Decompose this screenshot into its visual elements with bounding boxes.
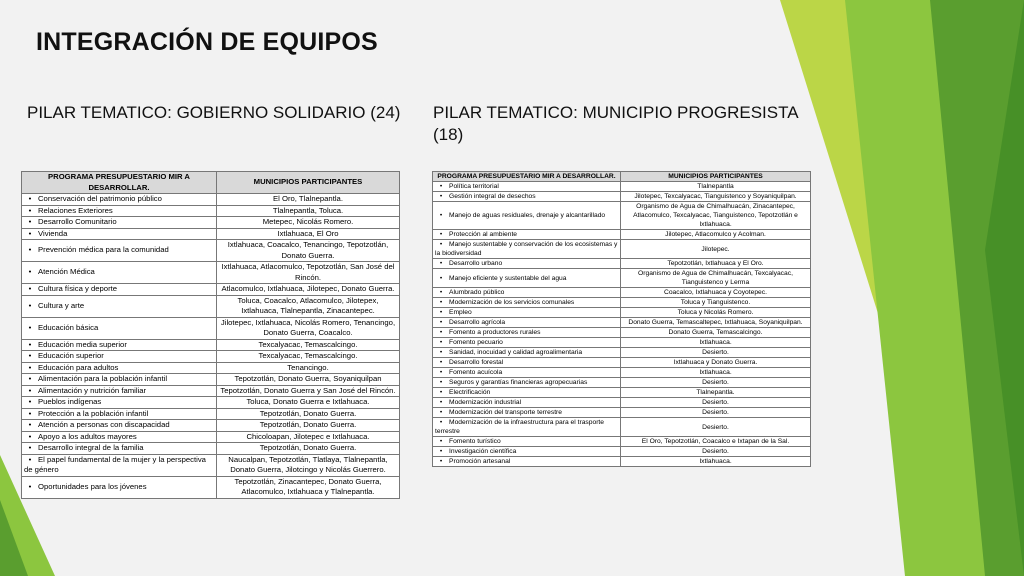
table-row (433, 338, 811, 348)
municipios-cell: Tepotzotlán, Donato Guerra. (217, 420, 400, 432)
programa-cell: • Promoción artesanal (433, 457, 621, 467)
municipios-cell: Tepotzotlán, Ixtlahuaca y El Oro. (621, 259, 811, 269)
municipios-cell: El Oro, Tlalnepantla. (217, 194, 400, 206)
column-header-municipios: MUNICIPIOS PARTICIPANTES (621, 172, 811, 182)
table-row (22, 205, 400, 217)
programa-cell: • Cultura y arte (22, 295, 217, 317)
programa-cell: • Educación superior (22, 351, 217, 363)
municipios-cell: Metepec, Nicolás Romero. (217, 217, 400, 229)
municipios-cell: Ixtlahuaca. (621, 368, 811, 378)
programa-cell: • Protección al ambiente (433, 230, 621, 240)
municipios-cell: Tepotzotlán, Donato Guerra. (217, 408, 400, 420)
table-row (433, 288, 811, 298)
programa-cell: • Modernización industrial (433, 398, 621, 408)
table-row (433, 240, 811, 259)
municipios-cell: Tepotzotlán, Donato Guerra. (217, 443, 400, 455)
programa-cell: • Fomento turístico (433, 437, 621, 447)
table-row (22, 262, 400, 284)
table-row (433, 202, 811, 230)
table-row (22, 295, 400, 317)
table-row (433, 408, 811, 418)
table-row (22, 408, 400, 420)
programa-cell: • El papel fundamental de la mujer y la perspectiva de género (22, 454, 217, 476)
programa-cell: • Fomento acuícola (433, 368, 621, 378)
municipios-cell: Ixtlahuaca, Coacalco, Tenancingo, Tepotzotlán, Donato Guerra. (217, 240, 400, 262)
programa-cell: • Desarrollo forestal (433, 358, 621, 368)
programa-cell: • Atención Médica (22, 262, 217, 284)
municipios-cell: Chicoloapan, Jilotepec e Ixtlahuaca. (217, 431, 400, 443)
municipios-cell: Organismo de Agua de Chimalhuacán, Texcalyacac, Tianguistenco y Lerma (621, 269, 811, 288)
table-row (22, 284, 400, 296)
pilar-gobierno-solidario-heading: PILAR TEMATICO: GOBIERNO SOLIDARIO (24) (27, 103, 401, 122)
table-row (433, 418, 811, 437)
municipios-cell: El Oro, Tepotzotlán, Coacalco e Ixtapan de la Sal. (621, 437, 811, 447)
programa-cell: • Manejo eficiente y sustentable del agua (433, 269, 621, 288)
programa-cell: • Sanidad, inocuidad y calidad agroalimentaria (433, 348, 621, 358)
table-row (433, 358, 811, 368)
table-row (22, 317, 400, 339)
programa-cell: • Empleo (433, 308, 621, 318)
column-header-programa: PROGRAMA PRESUPUESTARIO MIR A DESARROLLAR. (433, 172, 621, 182)
table-row (22, 443, 400, 455)
programa-cell: • Relaciones Exteriores (22, 205, 217, 217)
programa-cell: • Manejo de aguas residuales, drenaje y alcantarillado (433, 202, 621, 230)
table-row (22, 431, 400, 443)
municipios-cell: Jilotepec. (621, 240, 811, 259)
table-row (433, 182, 811, 192)
table-row (22, 374, 400, 386)
municipios-cell: Desierto. (621, 398, 811, 408)
programa-cell: • Alumbrado público (433, 288, 621, 298)
programa-cell: • Educación para adultos (22, 362, 217, 374)
municipios-cell: Toluca, Donato Guerra e Ixtlahuaca. (217, 397, 400, 409)
municipios-cell: Tenancingo. (217, 362, 400, 374)
municipios-cell: Texcalyacac, Temascalcingo. (217, 339, 400, 351)
table-row (22, 362, 400, 374)
programa-cell: • Conservación del patrimonio público (22, 194, 217, 206)
programa-cell: • Alimentación para la población infantil (22, 374, 217, 386)
municipios-cell: Naucalpan, Tepotzotlán, Tlatlaya, Tlalnepantla, Donato Guerra, Jilotcingo y Nicolás Guerrero. (217, 454, 400, 476)
municipios-cell: Jilotepec, Texcalyacac, Tianguistenco y Soyaniquilpan. (621, 192, 811, 202)
municipios-cell: Desierto. (621, 348, 811, 358)
municipios-cell: Ixtlahuaca. (621, 457, 811, 467)
municipios-cell: Coacalco, Ixtlahuaca y Coyotepec. (621, 288, 811, 298)
municipios-cell: Desierto. (621, 378, 811, 388)
municipios-cell: Ixtlahuaca. (621, 338, 811, 348)
table-row (22, 217, 400, 229)
programa-cell: • Atención a personas con discapacidad (22, 420, 217, 432)
programa-cell: • Oportunidades para los jóvenes (22, 476, 217, 498)
municipios-cell: Desierto. (621, 408, 811, 418)
table-row (22, 351, 400, 363)
municipios-cell: Tlalnepantla (621, 182, 811, 192)
programa-cell: • Investigación científica (433, 447, 621, 457)
table-row (433, 398, 811, 408)
table-row (433, 269, 811, 288)
table-row (22, 339, 400, 351)
programa-cell: • Educación básica (22, 317, 217, 339)
programa-cell: • Cultura física y deporte (22, 284, 217, 296)
table-row (433, 192, 811, 202)
table-municipio-progresista (432, 171, 811, 467)
municipios-cell: Ixtlahuaca y Donato Guerra. (621, 358, 811, 368)
municipios-cell: Jilotepec, Atlacomulco y Acolman. (621, 230, 811, 240)
programa-cell: • Prevención médica para la comunidad (22, 240, 217, 262)
table-row (433, 259, 811, 269)
table-row (433, 348, 811, 358)
municipios-cell: Tepotzotlán, Donato Guerra, Soyaniquilpan (217, 374, 400, 386)
municipios-cell: Desierto. (621, 418, 811, 437)
table-row (433, 308, 811, 318)
slide-title: INTEGRACIÓN DE EQUIPOS (36, 28, 378, 56)
municipios-cell: Tepotzotlán, Donato Guerra y San José del Rincón. (217, 385, 400, 397)
municipios-cell: Donato Guerra, Temascalcingo. (621, 328, 811, 338)
table-row (433, 230, 811, 240)
programa-cell: • Seguros y garantías financieras agropecuarias (433, 378, 621, 388)
municipios-cell: Jilotepec, Ixtlahuaca, Nicolás Romero, Tenancingo, Donato Guerra, Coacalco. (217, 317, 400, 339)
municipios-cell: Texcalyacac, Temascalcingo. (217, 351, 400, 363)
table-row (22, 420, 400, 432)
programa-cell: • Fomento pecuario (433, 338, 621, 348)
municipios-cell: Toluca y Tianguistenco. (621, 298, 811, 308)
municipios-cell: Organismo de Agua de Chimalhuacán, Zinacantepec, Atlacomulco, Texcalyacac, Tianguistenco, Tepotzotlán e Ixtlahuaca. (621, 202, 811, 230)
table-row (22, 454, 400, 476)
programa-cell: • Modernización de la infraestructura para el trasporte terrestre (433, 418, 621, 437)
table-row (433, 298, 811, 308)
municipios-cell: Ixtlahuaca, Atlacomulco, Tepotzotlán, San José del Rincón. (217, 262, 400, 284)
table-row (433, 328, 811, 338)
municipios-cell: Ixtlahuaca, El Oro (217, 228, 400, 240)
municipios-cell: Desierto. (621, 447, 811, 457)
table-row (22, 228, 400, 240)
municipios-cell: Tlalnepantla. (621, 388, 811, 398)
table-row (433, 457, 811, 467)
table-row (433, 437, 811, 447)
programa-cell: • Gestión integral de desechos (433, 192, 621, 202)
pilar-municipio-progresista-heading: PILAR TEMATICO: MUNICIPIO PROGRESISTA (18) (433, 103, 798, 144)
table-row (22, 476, 400, 498)
programa-cell: • Protección a la población infantil (22, 408, 217, 420)
municipios-cell: Toluca, Coacalco, Atlacomulco, Jilotepex, Ixtlahuaca, Tlalnepantla, Zinacantepec. (217, 295, 400, 317)
table-gobierno-solidario (21, 171, 400, 499)
table-row (22, 385, 400, 397)
programa-cell: • Desarrollo urbano (433, 259, 621, 269)
municipios-cell: Donato Guerra, Temascaltepec, Ixtlahuaca, Soyaniquilpan. (621, 318, 811, 328)
programa-cell: • Vivienda (22, 228, 217, 240)
table-row (433, 378, 811, 388)
table-row (433, 318, 811, 328)
programa-cell: • Desarrollo Comunitario (22, 217, 217, 229)
municipios-cell: Tepotzotlán, Zinacantepec, Donato Guerra, Atlacomulco, Ixtlahuaca y Tlalnepantla. (217, 476, 400, 498)
programa-cell: • Desarrollo integral de la familia (22, 443, 217, 455)
table-row (22, 240, 400, 262)
table-row (433, 368, 811, 378)
municipios-cell: Toluca y Nicolás Romero. (621, 308, 811, 318)
programa-cell: • Manejo sustentable y conservación de los ecosistemas y la biodiversidad (433, 240, 621, 259)
programa-cell: • Educación media superior (22, 339, 217, 351)
programa-cell: • Apoyo a los adultos mayores (22, 431, 217, 443)
table-row (433, 447, 811, 457)
programa-cell: • Desarrollo agrícola (433, 318, 621, 328)
programa-cell: • Alimentación y nutrición familiar (22, 385, 217, 397)
municipios-cell: Tlalnepantla, Toluca. (217, 205, 400, 217)
programa-cell: • Modernización de los servicios comunales (433, 298, 621, 308)
column-header-municipios: MUNICIPIOS PARTICIPANTES (217, 172, 400, 194)
programa-cell: • Fomento a productores rurales (433, 328, 621, 338)
programa-cell: • Electrificación (433, 388, 621, 398)
table-row (433, 388, 811, 398)
programa-cell: • Política territorial (433, 182, 621, 192)
table-row (22, 194, 400, 206)
municipios-cell: Atlacomulco, Ixtlahuaca, Jilotepec, Donato Guerra. (217, 284, 400, 296)
column-header-programa: PROGRAMA PRESUPUESTARIO MIR A DESARROLLAR. (22, 172, 217, 194)
programa-cell: • Modernización del transporte terrestre (433, 408, 621, 418)
programa-cell: • Pueblos indígenas (22, 397, 217, 409)
table-row (22, 397, 400, 409)
